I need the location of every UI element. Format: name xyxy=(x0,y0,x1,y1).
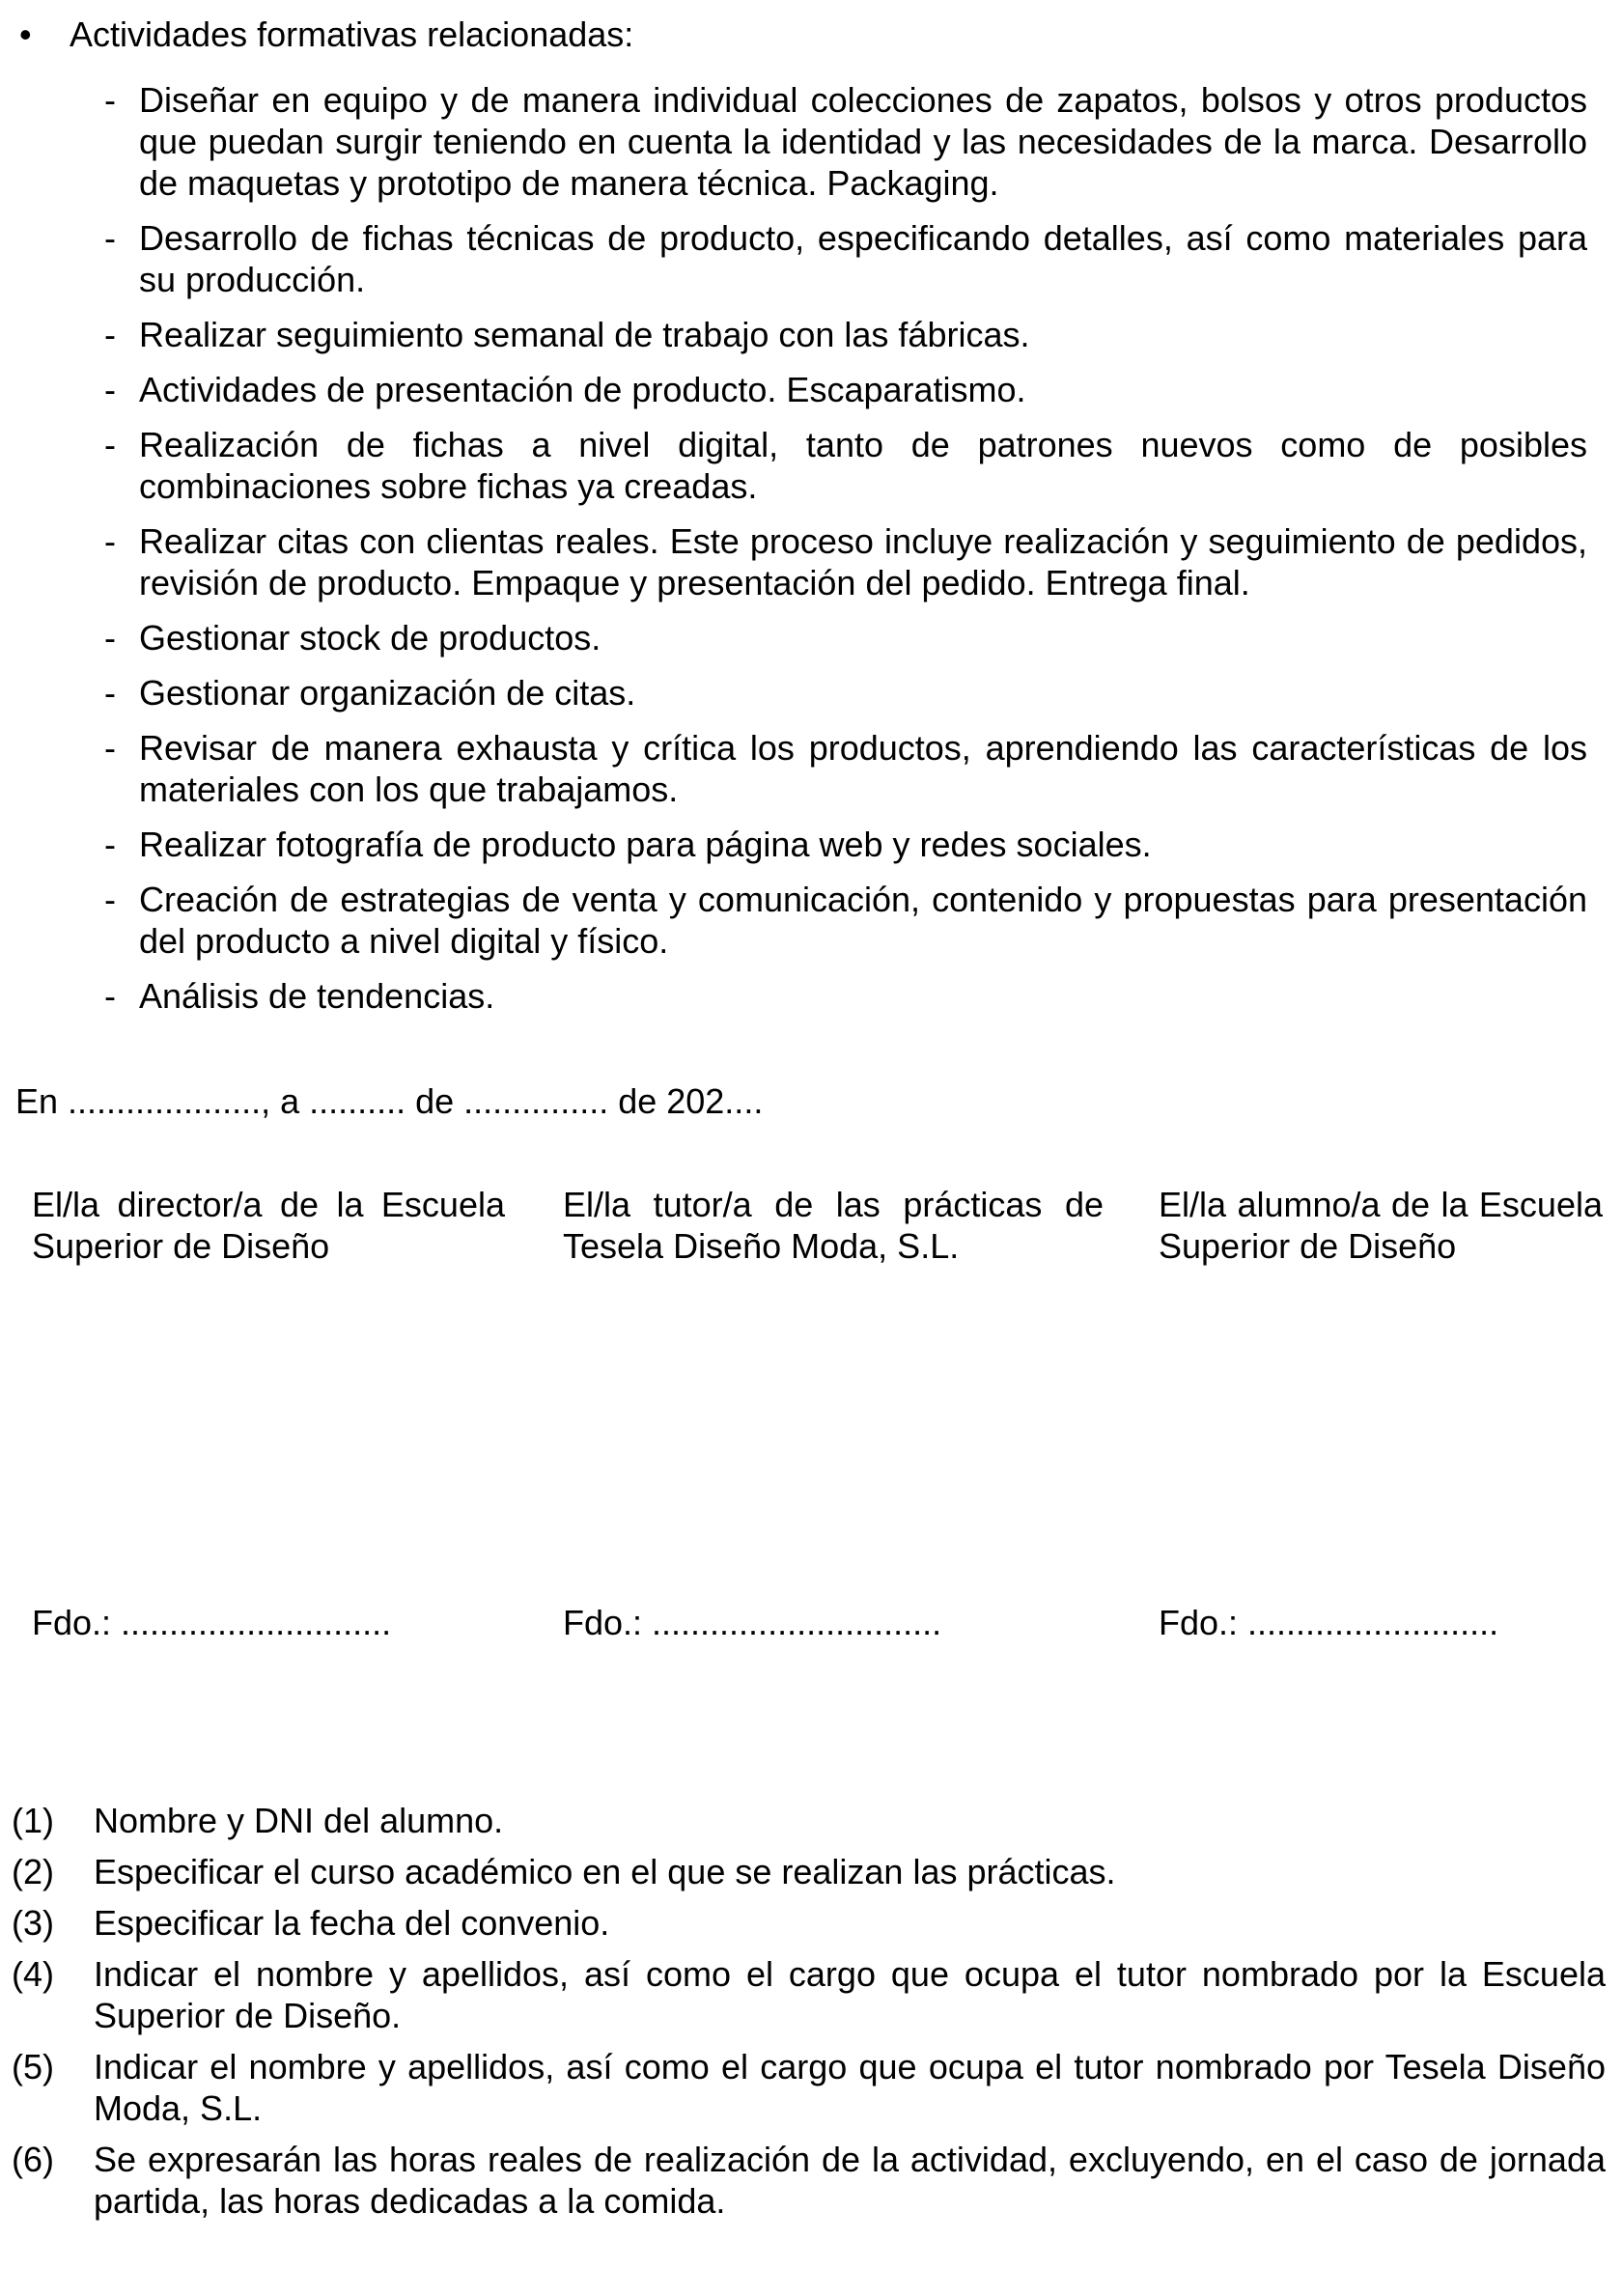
section-heading-text: Actividades formativas relacionadas: xyxy=(70,14,634,54)
dash-marker-icon: - xyxy=(104,80,116,120)
dash-marker-icon: - xyxy=(104,673,116,713)
footnote-text: Especificar el curso académico en el que se realizan las prácticas. xyxy=(94,1852,1116,1891)
dash-marker-icon: - xyxy=(104,976,116,1016)
dash-marker-icon: - xyxy=(104,825,116,864)
list-item-text: Actividades de presentación de producto. Escaparatismo. xyxy=(139,370,1026,409)
footnote-text: Se expresarán las horas reales de realización de la actividad, excluyendo, en el caso de jornada partida, las horas dedicadas a la comida. xyxy=(94,2140,1606,2221)
dash-marker-icon: - xyxy=(104,370,116,409)
list-item-text: Gestionar organización de citas. xyxy=(139,673,636,713)
fdo-line-tutor: Fdo.: .............................. xyxy=(563,1603,942,1642)
list-item-text: Realizar seguimiento semanal de trabajo con las fábricas. xyxy=(139,315,1030,354)
footnote xyxy=(12,1902,1622,1944)
list-item-text: Creación de estrategias de venta y comunicación, contenido y propuestas para presentación del producto a nivel digital y físico. xyxy=(139,880,1587,961)
signature-fdo-row xyxy=(32,1602,1622,1643)
document-page xyxy=(0,14,1622,2222)
list-item xyxy=(104,975,1587,1017)
signature-title-tutor: El/la tutor/a de las prácticas de Tesela Diseño Moda, S.L. xyxy=(563,1185,1104,1266)
list-item-text: Diseñar en equipo y de manera individual colecciones de zapatos, bolsos y otros productos que puedan surgir teniendo en cuenta la identidad y las necesidades de la marca. Desarrollo de maquetas y prototipo de manera técnica. Packaging. xyxy=(139,80,1587,203)
footnote xyxy=(12,1800,1622,1841)
footnotes-section xyxy=(12,1800,1622,2222)
footnote-number: (1) xyxy=(12,1801,54,1840)
footnote-number: (4) xyxy=(12,1954,54,1994)
signature-title-director: El/la director/a de la Escuela Superior de Diseño xyxy=(32,1185,505,1266)
fdo-line-alumno: Fdo.: .......................... xyxy=(1159,1603,1499,1642)
footnote-text: Nombre y DNI del alumno. xyxy=(94,1801,504,1840)
list-item xyxy=(104,727,1587,810)
footnote-number: (5) xyxy=(12,2047,54,2086)
list-item xyxy=(104,79,1587,204)
dash-marker-icon: - xyxy=(104,521,116,561)
footnote xyxy=(12,2046,1622,2129)
footnote-text: Indicar el nombre y apellidos, así como el cargo que ocupa el tutor nombrado por Tesela Diseño Moda, S.L. xyxy=(94,2047,1606,2128)
dash-marker-icon: - xyxy=(104,728,116,768)
fdo-line-director: Fdo.: ............................ xyxy=(32,1603,392,1642)
footnote-number: (3) xyxy=(12,1903,54,1943)
footnote xyxy=(12,1953,1622,2036)
list-item xyxy=(104,824,1587,865)
list-item xyxy=(104,369,1587,410)
footnote-text: Indicar el nombre y apellidos, así como el cargo que ocupa el tutor nombrado por la Escuela Superior de Diseño. xyxy=(94,1954,1606,2035)
date-blank-line: En ...................., a .......... de ............... de 202.... xyxy=(15,1081,764,1121)
list-item xyxy=(104,424,1587,507)
list-item xyxy=(104,879,1587,962)
list-item xyxy=(104,314,1587,355)
section-heading xyxy=(19,14,1606,55)
signature-titles-row xyxy=(32,1184,1622,1267)
footnote-number: (6) xyxy=(12,2140,54,2179)
bullet-marker-icon: • xyxy=(19,14,32,54)
footnote-text: Especificar la fecha del convenio. xyxy=(94,1903,610,1943)
dash-marker-icon: - xyxy=(104,425,116,464)
list-item xyxy=(104,520,1587,603)
footnote xyxy=(12,1851,1622,1892)
footnote xyxy=(12,2139,1622,2222)
list-item-text: Realización de fichas a nivel digital, tanto de patrones nuevos como de posibles combinaciones sobre fichas ya creadas. xyxy=(139,425,1587,506)
dash-marker-icon: - xyxy=(104,315,116,354)
list-item-text: Realizar fotografía de producto para página web y redes sociales. xyxy=(139,825,1152,864)
list-item-text: Desarrollo de fichas técnicas de producto, especificando detalles, así como materiales para su producción. xyxy=(139,218,1587,299)
list-item xyxy=(104,217,1587,300)
dash-marker-icon: - xyxy=(104,618,116,658)
list-item-text: Revisar de manera exhausta y crítica los productos, aprendiendo las características de los materiales con los que trabajamos. xyxy=(139,728,1587,809)
activity-list xyxy=(104,79,1587,1017)
dash-marker-icon: - xyxy=(104,880,116,919)
list-item xyxy=(104,617,1587,658)
list-item-text: Realizar citas con clientas reales. Este proceso incluye realización y seguimiento de pedidos, revisión de producto. Empaque y presentación del pedido. Entrega final. xyxy=(139,521,1587,602)
footnote-number: (2) xyxy=(12,1852,54,1891)
dash-marker-icon: - xyxy=(104,218,116,258)
list-item-text: Análisis de tendencias. xyxy=(139,976,495,1016)
signature-title-alumno: El/la alumno/a de la Escuela Superior de Diseño xyxy=(1159,1185,1603,1266)
list-item-text: Gestionar stock de productos. xyxy=(139,618,601,658)
list-item xyxy=(104,672,1587,714)
